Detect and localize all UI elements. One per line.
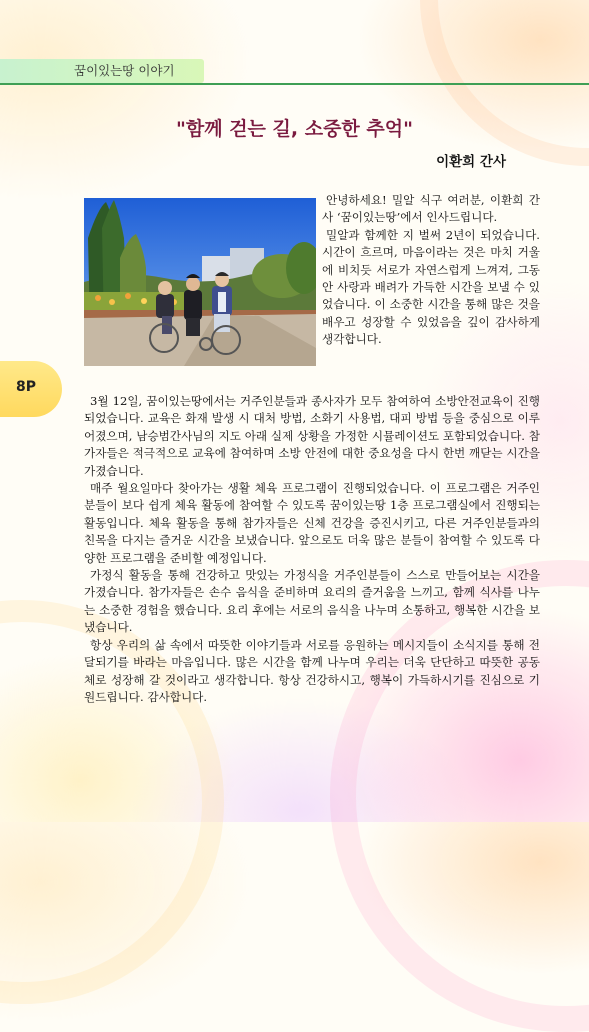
body-paragraph: 항상 우리의 삶 속에서 따뜻한 이야기들과 서로를 응원하는 메시지들이 소식지를 통해 전달되기를 바라는 마음입니다. 많은 시간을 함께 나누며 우리는 더욱 단단하고 따뜻한 공동체로 성장해 갈 것이라고 생각합니다. 항상 건강하시고, 행복이 가득하시기를 진심으로 기원드립니다. 감사합니다.: [84, 637, 540, 704]
intro-paragraph: 밀알과 함께한 지 벌써 2년이 되었습니다. 시간이 흐르며, 마음이라는 것은 마치 거울에 비치듯 서로가 자연스럽게 느껴져, 그동안 사랑과 배려가 가득한 시간을 보낼 수 있었습니다. 이 소중한 시간을 통해 많은 것을 배우고 성장할 수 있었음을 깊이 감사하게 생각합니다.: [322, 227, 540, 347]
header-divider: [0, 83, 589, 85]
section-label: 꿈이있는땅 이야기: [0, 59, 204, 83]
article-body: [84, 393, 540, 706]
intro-paragraph: 안녕하세요! 밀알 식구 여러분, 이환희 간사 ‘꿈이있는땅’에서 인사드립니다.: [322, 193, 540, 225]
page-number: 8P: [16, 379, 37, 395]
page-number-tab: [0, 361, 62, 417]
body-paragraph: 3월 12일, 꿈이있는땅에서는 거주인분들과 종사자가 모두 참여하여 소방안전교육이 진행되었습니다. 교육은 화재 발생 시 대처 방법, 소화기 사용법, 대피 방법 등을 중심으로 이루어졌으며, 남승범간사님의 지도 아래 실제 상황을 가정한 시뮬레이션도 포함되었습니다. 참가자들은 적극적으로 교육에 참여하며 소방 안전에 대한 중요성을 다시 한번 깨닫는 시간을 가졌습니다.: [84, 394, 540, 478]
article-title: "함께 걷는 길, 소중한 추억": [175, 118, 413, 140]
body-paragraph: 매주 월요일마다 찾아가는 생활 체육 프로그램이 진행되었습니다. 이 프로그램은 거주인분들이 보다 쉽게 체육 활동에 참여할 수 있도록 꿈이있는땅 1층 프로그램실에서 진행되는 활동입니다. 체육 활동을 통해 참가자들은 신체 건강을 증진시키고, 다른 거주인분들과의 친목을 다지는 즐거운 시간을 보냈습니다. 앞으로도 더욱 많은 분들이 참여할 수 있도록 다양한 프로그램을 준비할 예정입니다.: [84, 481, 540, 565]
article-author: 이환희 간사: [436, 154, 506, 170]
article-photo: [84, 198, 316, 366]
intro-text: [322, 192, 540, 349]
body-paragraph: 가정식 활동을 통해 건강하고 맛있는 가정식을 거주인분들이 스스로 만들어보는 시간을 가졌습니다. 참가자들은 손수 음식을 준비하며 요리의 즐거움을 느끼고, 함께 식사를 나누는 소중한 경험을 했습니다. 요리 후에는 서로의 음식을 나누며 소통하고, 행복한 시간을 보냈습니다.: [84, 568, 540, 635]
outdoor-photo-illustration: [84, 198, 316, 366]
